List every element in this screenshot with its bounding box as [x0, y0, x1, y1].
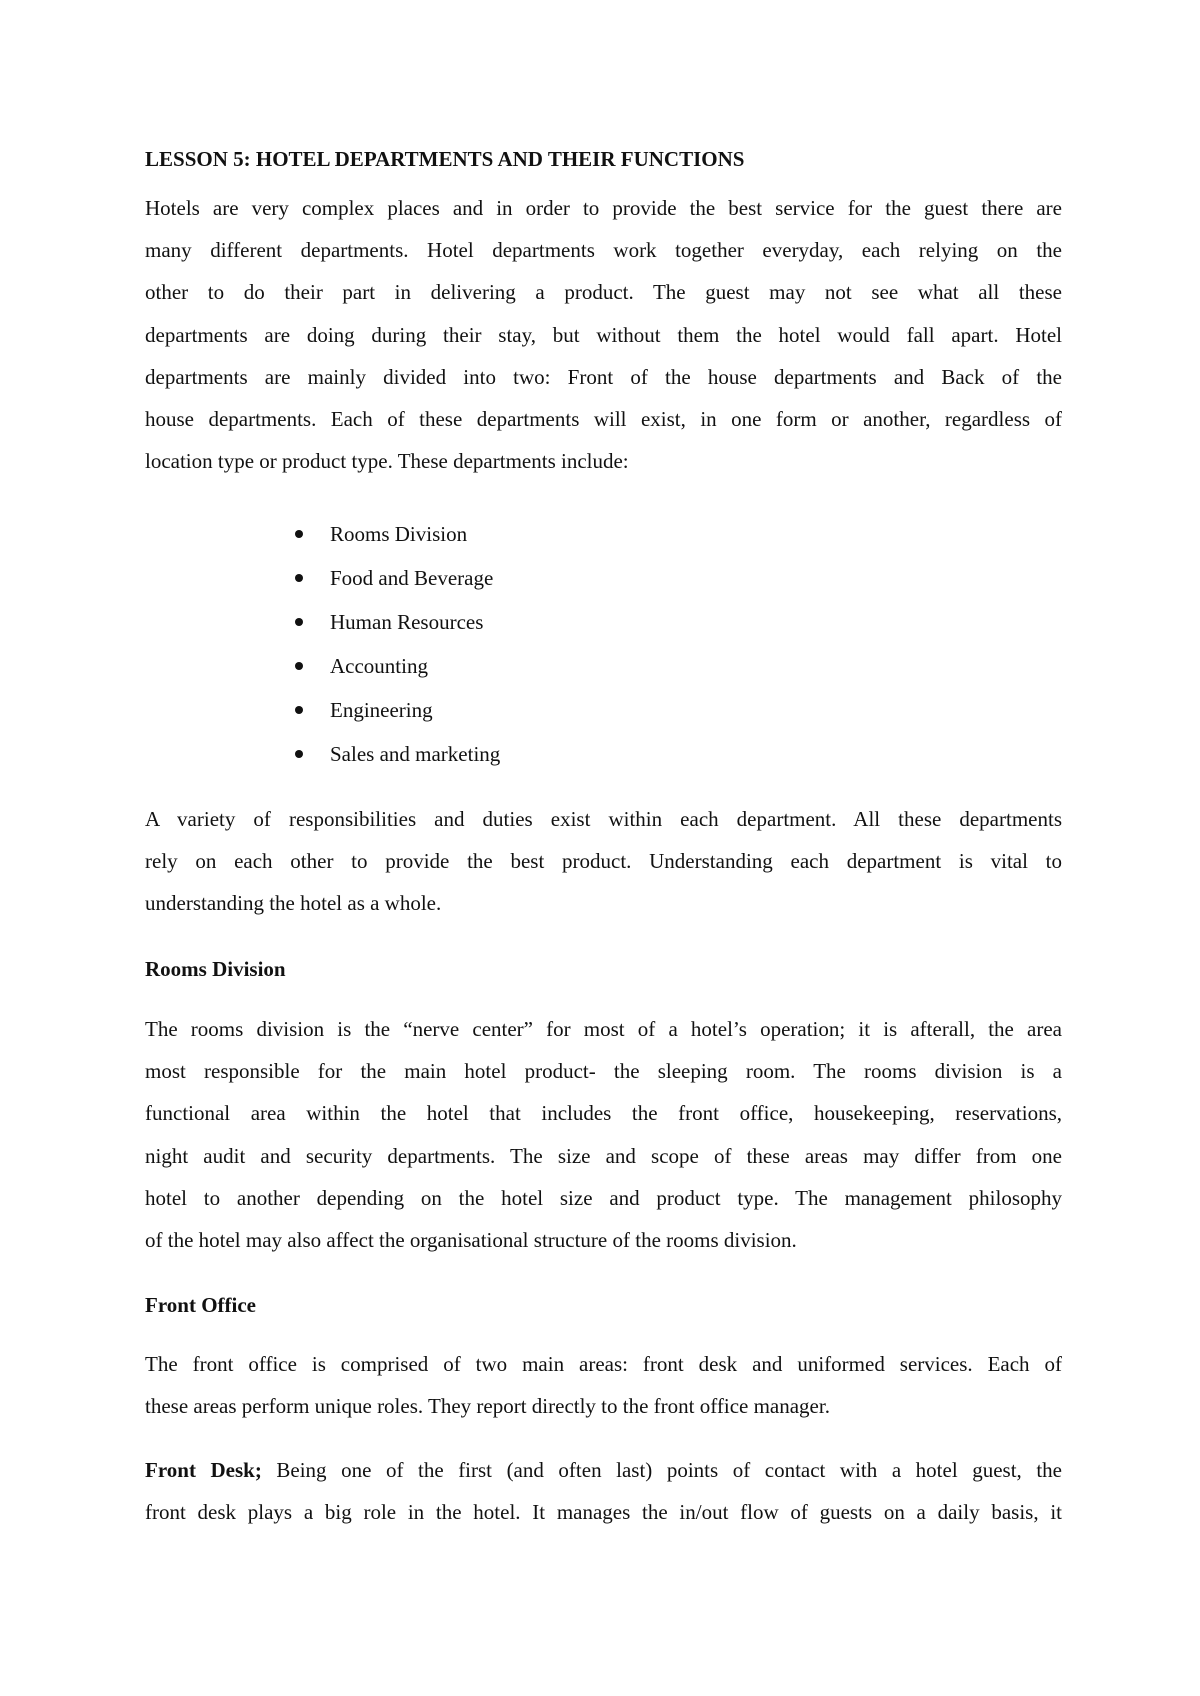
intro-paragraph — [145, 187, 1062, 482]
section-heading-front-office: Front Office — [145, 1293, 256, 1317]
list-item — [295, 652, 500, 696]
front-office-paragraph — [145, 1343, 1062, 1427]
text-line: house departments. Each of these departments will exist, in one form or another, regardless of — [145, 406, 1062, 431]
text-line: understanding the hotel as a whole. — [145, 891, 442, 916]
text-line — [145, 1449, 1062, 1491]
variety-paragraph — [145, 798, 1062, 925]
bullet-icon — [295, 706, 303, 714]
text-line: Hotels are very complex places and in order to provide the best service for the guest there are — [145, 196, 1062, 220]
front-desk-label: Front Desk; — [145, 1458, 262, 1482]
list-item-label: Engineering — [330, 698, 433, 722]
text-line: A variety of responsibilities and duties exist within each department. All these departments — [145, 807, 1062, 831]
front-desk-paragraph — [145, 1449, 1062, 1533]
list-item — [295, 520, 500, 564]
list-item-label: Rooms Division — [330, 522, 468, 546]
text-line: of the hotel may also affect the organisational structure of the rooms division. — [145, 1227, 797, 1252]
text-line: The front office is comprised of two main areas: front desk and uniformed services. Each of — [145, 1352, 1062, 1376]
page-title: LESSON 5: HOTEL DEPARTMENTS AND THEIR FUNCTIONS — [145, 147, 745, 171]
bullet-icon — [295, 662, 303, 670]
text-line: departments are mainly divided into two: Front of the house departments and Back of the — [145, 364, 1062, 389]
text-line: functional area within the hotel that includes the front office, housekeeping, reservations, — [145, 1101, 1062, 1126]
bullet-icon — [295, 618, 303, 626]
text-line: location type or product type. These departments include: — [145, 449, 629, 474]
list-item — [295, 564, 500, 608]
list-item-label: Food and Beverage — [330, 566, 494, 590]
list-item — [295, 740, 500, 784]
bullet-icon — [295, 530, 303, 538]
section-heading-rooms-division: Rooms Division — [145, 957, 286, 981]
text-line: The rooms division is the “nerve center” for most of a hotel’s operation; it is afterall, the area — [145, 1017, 1062, 1041]
text-line: these areas perform unique roles. They report directly to the front office manager. — [145, 1394, 830, 1419]
departments-list — [295, 520, 500, 784]
list-item-label: Human Resources — [330, 610, 484, 634]
list-item — [295, 696, 500, 740]
front-desk-first-line-text: Being one of the first (and often last) points of contact with a hotel guest, the — [261, 1458, 1062, 1482]
text-line: departments are doing during their stay, but without them the hotel would fall apart. Hotel — [145, 322, 1062, 347]
text-line: other to do their part in delivering a product. The guest may not see what all these — [145, 280, 1062, 305]
text-line: rely on each other to provide the best product. Understanding each department is vital to — [145, 849, 1062, 874]
text-line: night audit and security departments. The size and scope of these areas may differ from one — [145, 1143, 1062, 1168]
text-line: hotel to another depending on the hotel size and product type. The management philosophy — [145, 1185, 1062, 1210]
text-line: most responsible for the main hotel product- the sleeping room. The rooms division is a — [145, 1059, 1062, 1084]
text-line: front desk plays a big role in the hotel. It manages the in/out flow of guests on a daily basis, it — [145, 1500, 1062, 1525]
list-item-label: Sales and marketing — [330, 742, 501, 766]
bullet-icon — [295, 574, 303, 582]
bullet-icon — [295, 750, 303, 758]
list-item-label: Accounting — [330, 654, 428, 678]
list-item — [295, 608, 500, 652]
text-line: many different departments. Hotel departments work together everyday, each relying on the — [145, 238, 1062, 263]
rooms-division-paragraph — [145, 1008, 1062, 1261]
